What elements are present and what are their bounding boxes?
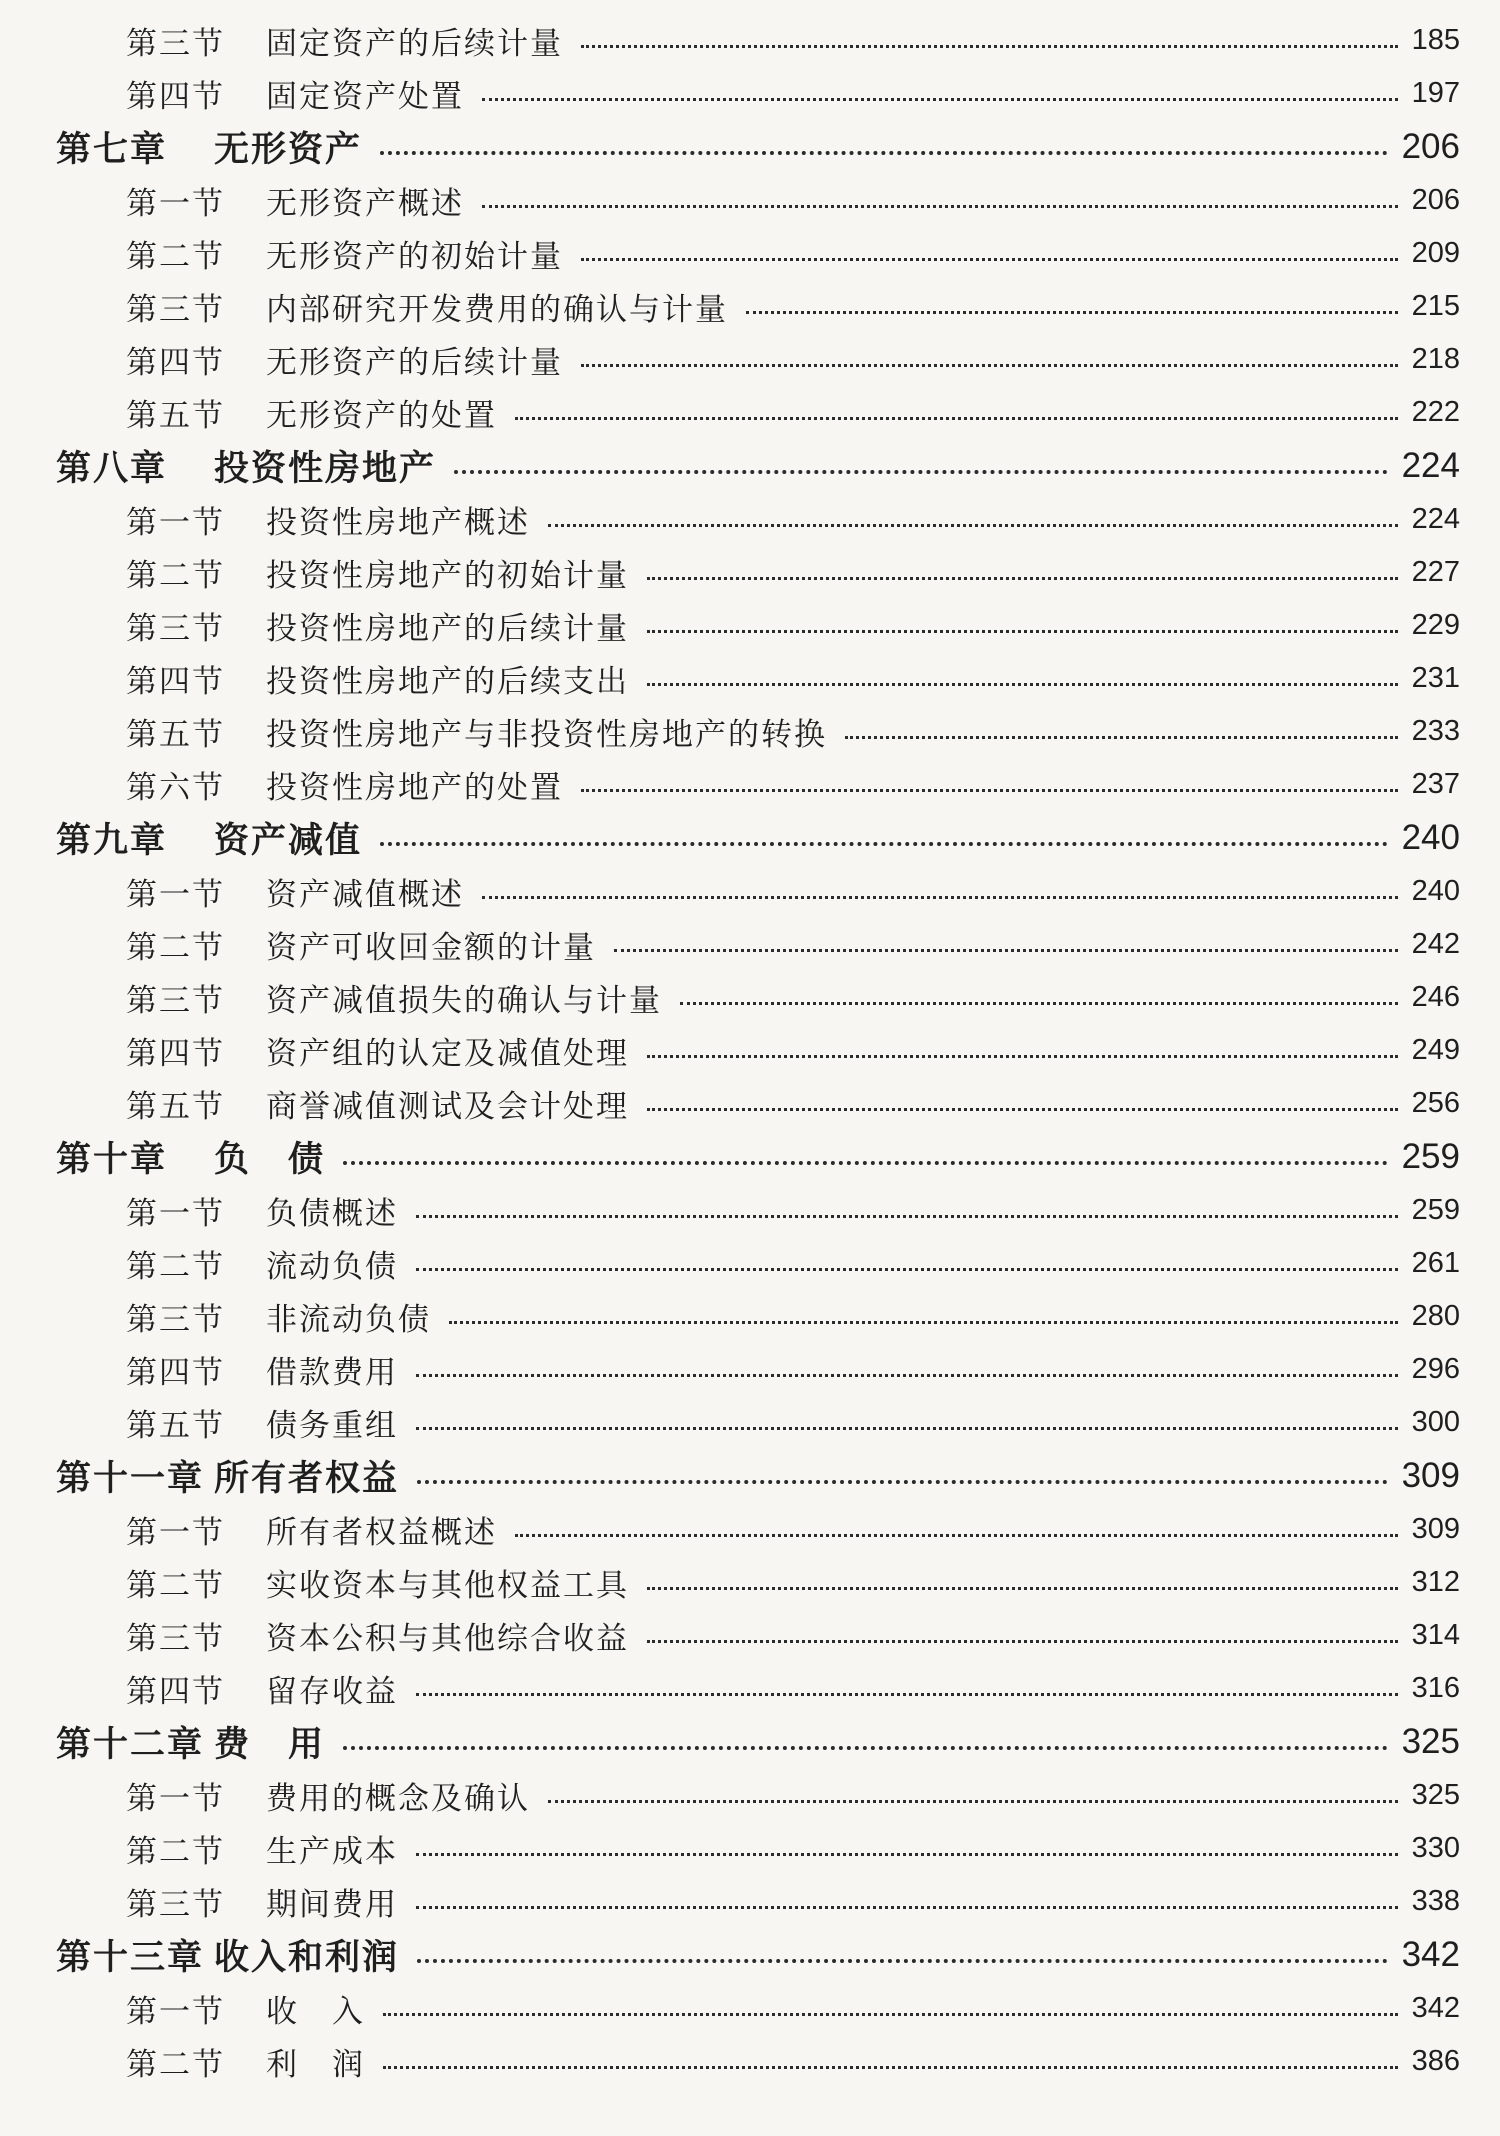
section-number: 第四节 [126,1355,225,1391]
toc-section-entry[interactable] [56,1609,1460,1662]
toc-section-entry[interactable] [56,1396,1460,1449]
page-number: 312 [1411,1566,1460,1598]
section-number: 第二节 [126,1834,225,1870]
section-number: 第三节 [126,1621,225,1657]
toc-section-entry[interactable] [56,1290,1460,1343]
page-number: 240 [1411,875,1460,907]
toc-section-entry[interactable] [56,2035,1460,2088]
chapter-title: 费 用 [214,1724,326,1765]
toc-section-entry[interactable] [56,1982,1460,2035]
section-title: 非流动负债 [266,1302,431,1338]
page-number: 246 [1411,981,1460,1013]
section-title: 无形资产概述 [266,186,464,222]
section-number: 第一节 [126,1994,225,2030]
toc-section-entry[interactable] [56,493,1460,546]
section-number: 第二节 [126,930,225,966]
page-number: 330 [1411,1832,1460,1864]
section-title: 所有者权益概述 [266,1515,497,1551]
section-number: 第三节 [126,26,225,62]
section-title: 资产可收回金额的计量 [266,930,596,966]
page-number: 206 [1401,127,1460,166]
dot-leader [614,949,1398,952]
section-title: 利 润 [266,2047,365,2083]
section-number: 第三节 [126,1887,225,1923]
dot-leader [548,524,1398,527]
chapter-title: 所有者权益 [214,1458,400,1499]
section-title: 收 入 [266,1994,365,2030]
section-number: 第三节 [126,292,225,328]
dot-leader [417,1480,1388,1484]
section-number: 第四节 [126,1036,225,1072]
page-number: 229 [1411,609,1460,641]
section-number: 第五节 [126,398,225,434]
section-number: 第六节 [126,770,225,806]
page-number: 227 [1411,556,1460,588]
toc-list [56,14,1460,2088]
page-number: 215 [1411,290,1460,322]
section-number: 第三节 [126,983,225,1019]
page-number: 296 [1411,1353,1460,1385]
section-title: 投资性房地产的后续计量 [266,611,629,647]
dot-leader [482,896,1398,899]
section-title: 资本公积与其他综合收益 [266,1621,629,1657]
dot-leader [581,364,1398,367]
dot-leader [647,1587,1398,1590]
section-number: 第二节 [126,239,225,275]
chapter-title: 收入和利润 [214,1937,400,1978]
section-title: 资产减值概述 [266,877,464,913]
dot-leader [482,98,1398,101]
section-number: 第五节 [126,1089,225,1125]
page-number: 197 [1411,77,1460,109]
dot-leader [380,151,1388,155]
chapter-number: 第十章 [56,1139,168,1180]
toc-section-entry[interactable] [56,918,1460,971]
toc-section-entry[interactable] [56,599,1460,652]
page-number: 237 [1411,768,1460,800]
page-number: 386 [1411,2045,1460,2077]
section-number: 第一节 [126,877,225,913]
toc-section-entry[interactable] [56,1503,1460,1556]
dot-leader [647,1640,1398,1643]
section-title: 生产成本 [266,1834,398,1870]
dot-leader [548,1800,1398,1803]
page-number: 240 [1401,818,1460,857]
page-number: 325 [1401,1722,1460,1761]
dot-leader [515,1534,1398,1537]
page-number: 185 [1411,24,1460,56]
dot-leader [647,630,1398,633]
section-title: 投资性房地产的处置 [266,770,563,806]
section-title: 期间费用 [266,1887,398,1923]
dot-leader [383,2013,1398,2016]
toc-section-entry[interactable] [56,758,1460,811]
toc-section-entry[interactable] [56,1769,1460,1822]
page-number: 231 [1411,662,1460,694]
toc-chapter-entry[interactable] [56,439,1460,493]
dot-leader [647,1055,1398,1058]
toc-section-entry[interactable] [56,1875,1460,1928]
toc-section-entry[interactable] [56,1343,1460,1396]
chapter-title: 投资性房地产 [214,448,437,489]
dot-leader [581,45,1398,48]
section-title: 留存收益 [266,1674,398,1710]
toc-chapter-entry[interactable] [56,1449,1460,1503]
toc-section-entry[interactable] [56,227,1460,280]
dot-leader [581,789,1398,792]
page-number: 259 [1401,1137,1460,1176]
section-number: 第四节 [126,1674,225,1710]
toc-section-entry[interactable] [56,333,1460,386]
chapter-title: 资产减值 [214,820,363,861]
chapter-number: 第九章 [56,820,168,861]
page-number: 261 [1411,1247,1460,1279]
toc-section-entry[interactable] [56,546,1460,599]
section-number: 第三节 [126,611,225,647]
section-title: 资产组的认定及减值处理 [266,1036,629,1072]
section-number: 第一节 [126,1196,225,1232]
dot-leader [647,577,1398,580]
toc-chapter-entry[interactable] [56,1715,1460,1769]
page-number: 314 [1411,1619,1460,1651]
dot-leader [482,205,1398,208]
chapter-title: 无形资产 [214,129,363,170]
toc-section-entry[interactable] [56,174,1460,227]
dot-leader [647,1108,1398,1111]
section-title: 实收资本与其他权益工具 [266,1568,629,1604]
toc-section-entry[interactable] [56,386,1460,439]
section-title: 无形资产的处置 [266,398,497,434]
chapter-number: 第十三章 [56,1937,205,1978]
toc-section-entry[interactable] [56,1662,1460,1715]
dot-leader [746,311,1398,314]
page-number: 249 [1411,1034,1460,1066]
toc-section-entry[interactable] [56,1077,1460,1130]
toc-section-entry[interactable] [56,280,1460,333]
section-title: 固定资产处置 [266,79,464,115]
toc-chapter-entry[interactable] [56,1928,1460,1982]
section-title: 投资性房地产概述 [266,505,530,541]
page-number: 309 [1401,1456,1460,1495]
toc-section-entry[interactable] [56,67,1460,120]
page-number: 325 [1411,1779,1460,1811]
page-number: 233 [1411,715,1460,747]
page-number: 342 [1401,1935,1460,1974]
dot-leader [416,1427,1398,1430]
section-number: 第四节 [126,345,225,381]
chapter-number: 第十一章 [56,1458,205,1499]
dot-leader [343,1161,1388,1165]
dot-leader [380,842,1388,846]
section-title: 资产减值损失的确认与计量 [266,983,662,1019]
toc-section-entry[interactable] [56,971,1460,1024]
section-number: 第四节 [126,79,225,115]
section-number: 第二节 [126,1249,225,1285]
dot-leader [449,1321,1398,1324]
dot-leader [416,1268,1398,1271]
section-number: 第五节 [126,1408,225,1444]
section-number: 第二节 [126,2047,225,2083]
toc-section-entry[interactable] [56,1237,1460,1290]
dot-leader [416,1853,1398,1856]
dot-leader [647,683,1398,686]
section-number: 第一节 [126,505,225,541]
chapter-number: 第十二章 [56,1724,205,1765]
section-number: 第三节 [126,1302,225,1338]
page-number: 309 [1411,1513,1460,1545]
page-number: 242 [1411,928,1460,960]
section-title: 投资性房地产与非投资性房地产的转换 [266,717,827,753]
section-title: 投资性房地产的后续支出 [266,664,629,700]
dot-leader [417,1959,1388,1963]
page-number: 338 [1411,1885,1460,1917]
page-number: 342 [1411,1992,1460,2024]
page-number: 280 [1411,1300,1460,1332]
section-number: 第一节 [126,1515,225,1551]
page-number: 222 [1411,396,1460,428]
section-title: 投资性房地产的初始计量 [266,558,629,594]
toc-chapter-entry[interactable] [56,120,1460,174]
toc-section-entry[interactable] [56,1822,1460,1875]
dot-leader [416,1215,1398,1218]
section-number: 第四节 [126,664,225,700]
page-number: 300 [1411,1406,1460,1438]
section-title: 商誉减值测试及会计处理 [266,1089,629,1125]
section-title: 费用的概念及确认 [266,1781,530,1817]
chapter-number: 第七章 [56,129,168,170]
toc-section-entry[interactable] [56,1184,1460,1237]
page-number: 256 [1411,1087,1460,1119]
page-number: 209 [1411,237,1460,269]
toc-section-entry[interactable] [56,705,1460,758]
section-title: 无形资产的初始计量 [266,239,563,275]
dot-leader [515,417,1398,420]
dot-leader [416,1693,1398,1696]
dot-leader [383,2066,1398,2069]
dot-leader [416,1374,1398,1377]
page-number: 218 [1411,343,1460,375]
toc-section-entry[interactable] [56,865,1460,918]
section-title: 负债概述 [266,1196,398,1232]
section-title: 无形资产的后续计量 [266,345,563,381]
dot-leader [680,1002,1398,1005]
toc-section-entry[interactable] [56,652,1460,705]
section-number: 第一节 [126,1781,225,1817]
page-number: 206 [1411,184,1460,216]
page-number: 316 [1411,1672,1460,1704]
dot-leader [343,1746,1388,1750]
section-title: 流动负债 [266,1249,398,1285]
section-title: 借款费用 [266,1355,398,1391]
section-title: 固定资产的后续计量 [266,26,563,62]
toc-section-entry[interactable] [56,1556,1460,1609]
dot-leader [581,258,1398,261]
section-number: 第二节 [126,1568,225,1604]
section-number: 第一节 [126,186,225,222]
page-number: 259 [1411,1194,1460,1226]
page-number: 224 [1411,503,1460,535]
toc-section-entry[interactable] [56,1024,1460,1077]
dot-leader [416,1906,1398,1909]
chapter-title: 负 债 [214,1139,326,1180]
toc-chapter-entry[interactable] [56,811,1460,865]
section-title: 内部研究开发费用的确认与计量 [266,292,728,328]
section-number: 第五节 [126,717,225,753]
toc-section-entry[interactable] [56,14,1460,67]
section-title: 债务重组 [266,1408,398,1444]
dot-leader [454,470,1388,474]
page-number: 224 [1401,446,1460,485]
toc-chapter-entry[interactable] [56,1130,1460,1184]
dot-leader [845,736,1398,739]
chapter-number: 第八章 [56,448,168,489]
section-number: 第二节 [126,558,225,594]
